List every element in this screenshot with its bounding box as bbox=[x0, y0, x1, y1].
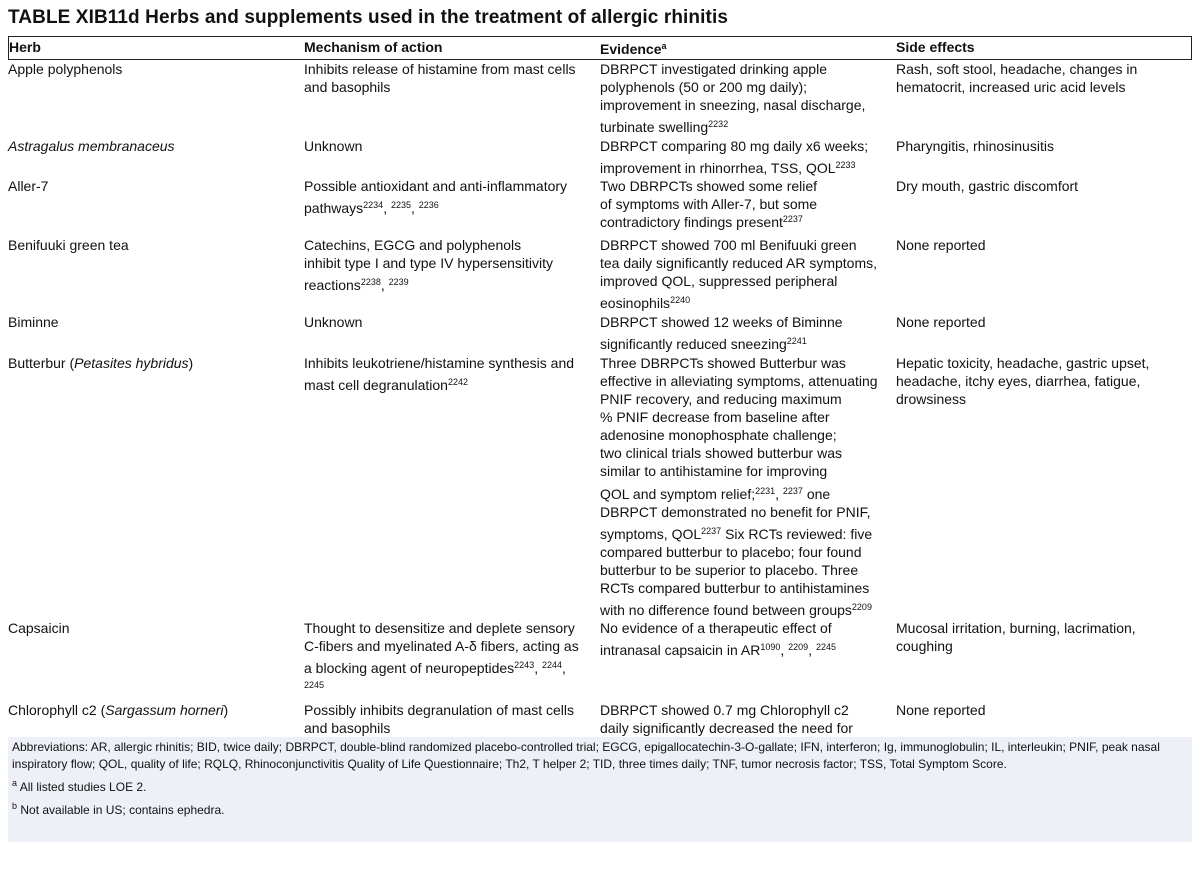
evidence-cell: Two DBRPCTs showed some relief of symptoms with Aller-7, but some contradictory findings present$^{2237}$ bbox=[600, 178, 818, 230]
evidence-cell: DBRPCT showed 700 ml Benifuuki green tea daily significantly reduced AR symptoms, improved QOL, suppressed peripheral eosinophils$^{2240}$ bbox=[600, 237, 878, 311]
mechanism-cell: Possible antioxidant and anti-inflammatory pathways$^{2234}$, $^{2235}$, $^{2236}$ bbox=[304, 178, 568, 216]
table-title: TABLE XIB11d Herbs and supplements used in the treatment of allergic rhinitis bbox=[8, 7, 728, 28]
evidence-cell: DBRPCT comparing 80 mg daily x6 weeks; improvement in rhinorrhea, TSS, $QOL^{2233}$ bbox=[600, 138, 869, 176]
header-side-effects: Side effects bbox=[896, 39, 975, 55]
header-mechanism: Mechanism of action bbox=[304, 39, 443, 55]
side-effects-cell: Hepatic toxicity, headache, gastric upset, headache, itchy eyes, diarrhea, fatigue, drowsiness bbox=[896, 355, 1150, 407]
footnote-a: $^a$ All listed studies LOE 2. bbox=[12, 778, 147, 794]
header-evidence: Evidence$^a$ bbox=[600, 41, 667, 57]
side-effects-cell: None reported bbox=[896, 237, 986, 253]
abbreviations-note: Abbreviations: AR, allergic rhinitis; BID, twice daily; DBRPCT, double-blind randomized placebo-controlled trial; EGCG, epigallocatechin-3-O-gallate; IFN, interferon; Ig, immunoglobulin; IL, interleukin; PNIF, peak nasal inspiratory flow; QOL, quality of life; RQLQ, Rhinoconjunctivitis Quality of Life Questionnaire; Th2, T helper 2; TID, three times daily; TNF, tumor necrosis factor; TSS, Total Symptom Score. bbox=[12, 740, 1160, 771]
mechanism-cell: Catechins, EGCG and polyphenols inhibit type I and type IV hypersensitivity reactions$^{2238}$, $^{2239}$ bbox=[304, 237, 554, 293]
herb-cell: Chlorophyll c2 (Sargassum horneri) bbox=[8, 702, 229, 718]
footnote-b: $^b$ Not available in US; contains ephedra. bbox=[12, 801, 225, 817]
side-effects-cell: Mucosal irritation, burning, lacrimation, coughing bbox=[896, 620, 1136, 654]
evidence-cell: No evidence of a therapeutic effect of intranasal capsaicin in $AR^{1090}$, $^{2209}$, $^{2245}$ bbox=[600, 620, 836, 658]
herb-cell: Biminne bbox=[8, 314, 59, 330]
mechanism-cell: Inhibits release of histamine from mast cells and basophils bbox=[304, 61, 576, 95]
mechanism-cell: Thought to desensitize and deplete sensory C-fibers and myelinated A-δ fibers, acting as a blocking agent of neuropeptides$^{2243}$, $^{2244}$, 2245 bbox=[304, 620, 579, 690]
header-herb: Herb bbox=[9, 39, 41, 55]
side-effects-cell: Dry mouth, gastric discomfort bbox=[896, 178, 1079, 194]
evidence-cell: DBRPCT showed 0.7 mg Chlorophyll c2 daily significantly decreased the need for bbox=[600, 702, 853, 736]
herb-cell: Astragalus membranaceus bbox=[8, 138, 175, 154]
mechanism-cell: Inhibits leukotriene/histamine synthesis and mast cell degranulation$^{2242}$ bbox=[304, 355, 575, 393]
herb-cell: Benifuuki green tea bbox=[8, 237, 129, 253]
table-footnotes bbox=[8, 737, 1192, 842]
side-effects-cell: Pharyngitis, rhinosinusitis bbox=[896, 138, 1054, 154]
evidence-cell: DBRPCT investigated drinking apple polyphenols (50 or 200 mg daily); improvement in sneezing, nasal discharge, turbinate swelling$^{2232}$ bbox=[600, 61, 866, 135]
mechanism-cell: Possibly inhibits degranulation of mast cells and basophils bbox=[304, 702, 575, 736]
side-effects-cell: None reported bbox=[896, 314, 986, 330]
herb-cell: Aller-7 bbox=[8, 178, 49, 194]
evidence-cell: DBRPCT showed 12 weeks of Biminne significantly reduced sneezing$^{2241}$ bbox=[600, 314, 843, 352]
side-effects-cell: None reported bbox=[896, 702, 986, 718]
mechanism-cell: Unknown bbox=[304, 314, 363, 330]
side-effects-cell: Rash, soft stool, headache, changes in hematocrit, increased uric acid levels bbox=[896, 61, 1138, 95]
herb-cell: Apple polyphenols bbox=[8, 61, 123, 77]
table-header bbox=[8, 36, 1192, 60]
herb-cell: Butterbur (Petasites hybridus) bbox=[8, 355, 194, 371]
herb-cell: Capsaicin bbox=[8, 620, 70, 636]
mechanism-cell: Unknown bbox=[304, 138, 363, 154]
evidence-cell: Three DBRPCTs showed Butterbur was effective in alleviating symptoms, attenuating PNIF recovery, and reducing maximum % PNIF decrease from baseline after adenosine monophosphate challenge; two clinical trials showed butterbur was similar to antihistamine for improving QOL and symptom relief;$^{2231}$, $^{2237}$ one DBRPCT demonstrated no benefit for PNIF, symptoms, $QOL^{2237}$ Six RCTs reviewed: five compared butterbur to placebo; four found butterbur to be superior to placebo. Three RCTs compared butterbur to antihistamines with no difference found between groups$^{2209}$ bbox=[600, 355, 878, 618]
